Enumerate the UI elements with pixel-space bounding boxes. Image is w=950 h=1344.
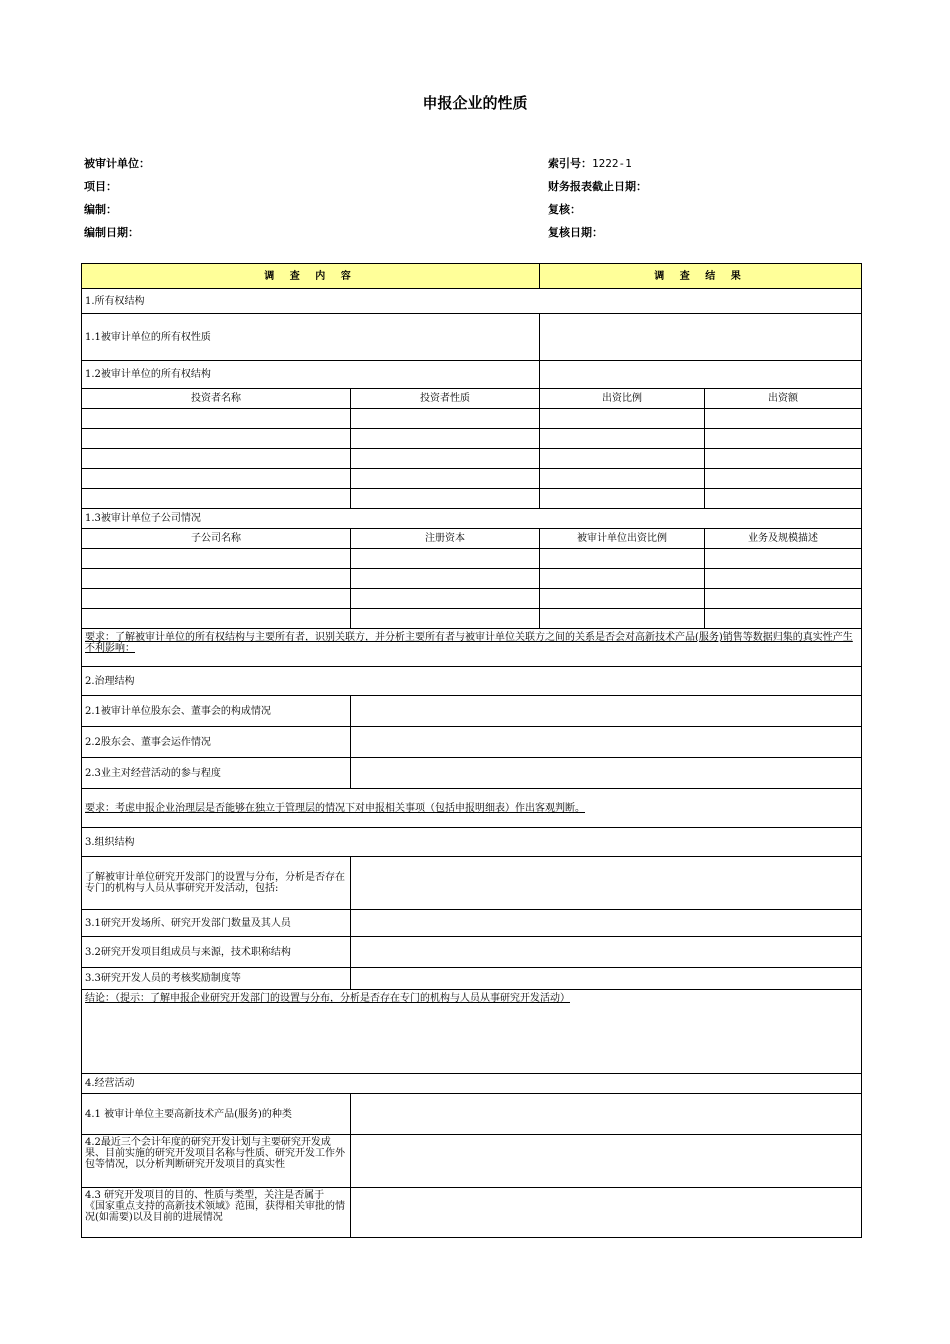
table-cell[interactable] (705, 449, 862, 469)
board-composition-result[interactable] (351, 696, 862, 727)
table-cell[interactable] (82, 589, 351, 609)
table-cell[interactable] (351, 569, 540, 589)
section-operations: 4.经营活动 (82, 1074, 862, 1094)
table-cell[interactable] (705, 609, 862, 629)
table-cell[interactable] (351, 609, 540, 629)
table-cell[interactable] (705, 569, 862, 589)
reviewed-date-label: 复核日期： (548, 226, 603, 239)
table-cell[interactable] (540, 429, 705, 449)
table-cell[interactable] (705, 489, 862, 509)
table-cell[interactable] (351, 469, 540, 489)
investor-col-nature: 投资者性质 (351, 389, 540, 409)
board-operation-label: 2.2股东会、董事会运作情况 (82, 727, 351, 758)
investor-col-name: 投资者名称 (82, 389, 351, 409)
rd-department-result[interactable] (351, 857, 862, 910)
table-cell[interactable] (705, 409, 862, 429)
table-cell[interactable] (82, 609, 351, 629)
table-row (82, 449, 862, 469)
ownership-structure-result[interactable] (540, 361, 862, 389)
rd-incentive-result[interactable] (351, 968, 862, 990)
rd-plan-result[interactable] (351, 1135, 862, 1188)
table-cell[interactable] (82, 569, 351, 589)
table-cell[interactable] (82, 549, 351, 569)
table-cell[interactable] (351, 449, 540, 469)
auditee-label: 被审计单位： (84, 157, 150, 170)
rd-site-result[interactable] (351, 910, 862, 937)
rd-department-intro: 了解被审计单位研究开发部门的设置与分布，分析是否存在专门的机构与人员从事研究开发活动，包括: (82, 857, 351, 910)
table-cell[interactable] (540, 549, 705, 569)
rd-team-result[interactable] (351, 937, 862, 968)
subsidiary-col-capital: 注册资本 (351, 529, 540, 549)
table-row (82, 409, 862, 429)
index-number (548, 155, 632, 171)
table-row (82, 549, 862, 569)
table-cell[interactable] (705, 429, 862, 449)
subsidiaries-label: 1.3被审计单位子公司情况 (82, 509, 862, 529)
table-cell[interactable] (351, 589, 540, 609)
table-cell[interactable] (540, 589, 705, 609)
prepared-date-label: 编制日期： (84, 226, 139, 239)
rd-incentive-label: 3.3研究开发人员的考核奖励制度等 (82, 968, 351, 990)
board-operation-result[interactable] (351, 727, 862, 758)
table-row (82, 589, 862, 609)
investor-col-ratio: 出资比例 (540, 389, 705, 409)
subsidiary-col-business: 业务及规模描述 (705, 529, 862, 549)
ownership-nature-label: 1.1被审计单位的所有权性质 (82, 314, 540, 361)
section-ownership: 1.所有权结构 (82, 289, 862, 314)
table-cell[interactable] (705, 549, 862, 569)
table-cell[interactable] (351, 489, 540, 509)
table-cell[interactable] (82, 409, 351, 429)
table-cell[interactable] (82, 449, 351, 469)
table-row (82, 489, 862, 509)
requirement-ownership: 要求：了解被审计单位的所有权结构与主要所有者，识别关联方，并分析主要所有者与被审计单位关联方之间的关系是否会对高新技术产品(服务)销售等数据归集的真实性产生不利影响： (82, 629, 862, 667)
owner-participation-result[interactable] (351, 758, 862, 789)
index-value: 1222-1 (592, 157, 632, 170)
board-composition-label: 2.1被审计单位股东会、董事会的构成情况 (82, 696, 351, 727)
table-cell[interactable] (540, 569, 705, 589)
rd-site-label: 3.1研究开发场所、研究开发部门数量及其人员 (82, 910, 351, 937)
header-result: 调 查 结 果 (540, 264, 862, 289)
rd-project-result[interactable] (351, 1188, 862, 1238)
owner-participation-label: 2.3业主对经营活动的参与程度 (82, 758, 351, 789)
ownership-structure-label: 1.2被审计单位的所有权结构 (82, 361, 540, 389)
report-date-label: 财务报表截止日期： (548, 180, 647, 193)
table-cell[interactable] (351, 429, 540, 449)
table-cell[interactable] (540, 489, 705, 509)
table-cell[interactable] (705, 469, 862, 489)
table-row (82, 429, 862, 449)
table-row (82, 609, 862, 629)
table-row (82, 569, 862, 589)
product-types-label: 4.1 被审计单位主要高新技术产品(服务)的种类 (82, 1094, 351, 1135)
table-cell[interactable] (82, 469, 351, 489)
table-cell[interactable] (82, 489, 351, 509)
rd-plan-label: 4.2最近三个会计年度的研究开发计划与主要研究开发成果、目前实施的研究开发项目名称与性质、研究开发工作外包等情况，以分析判断研究开发项目的真实性 (82, 1135, 351, 1188)
table-cell[interactable] (351, 549, 540, 569)
survey-table (81, 263, 862, 1238)
table-row (82, 469, 862, 489)
table-cell[interactable] (540, 449, 705, 469)
table-cell[interactable] (351, 409, 540, 429)
subsidiary-col-name: 子公司名称 (82, 529, 351, 549)
table-cell[interactable] (82, 429, 351, 449)
reviewed-by-label: 复核： (548, 203, 581, 216)
index-label: 索引号： (548, 157, 592, 170)
requirement-governance: 要求：考虑申报企业治理层是否能够在独立于管理层的情况下对申报相关事项（包括申报明细表）作出客观判断。 (82, 789, 862, 828)
page-title: 申报企业的性质 (422, 94, 528, 112)
investor-col-amount: 出资额 (705, 389, 862, 409)
rd-team-label: 3.2研究开发项目组成员与来源，技术职称结构 (82, 937, 351, 968)
subsidiary-col-ratio: 被审计单位出资比例 (540, 529, 705, 549)
project-label: 项目： (84, 180, 117, 193)
rd-project-label: 4.3 研究开发项目的目的、性质与类型，关注是否属于 《国家重点支持的高新技术领域》范围，获得相关审批的情况(如需要)以及目前的进展情况 (82, 1188, 351, 1238)
product-types-result[interactable] (351, 1094, 862, 1135)
header-content: 调 查 内 容 (82, 264, 540, 289)
prepared-by-label: 编制： (84, 203, 117, 216)
section-organization: 3.组织结构 (82, 828, 862, 857)
section-governance: 2.治理结构 (82, 667, 862, 696)
table-cell[interactable] (540, 609, 705, 629)
conclusion-organization: 结论：（提示：了解申报企业研究开发部门的设置与分布，分析是否存在专门的机构与人员从事研究开发活动） (82, 990, 862, 1074)
table-cell[interactable] (705, 589, 862, 609)
ownership-nature-result[interactable] (540, 314, 862, 361)
table-cell[interactable] (540, 409, 705, 429)
table-cell[interactable] (540, 469, 705, 489)
